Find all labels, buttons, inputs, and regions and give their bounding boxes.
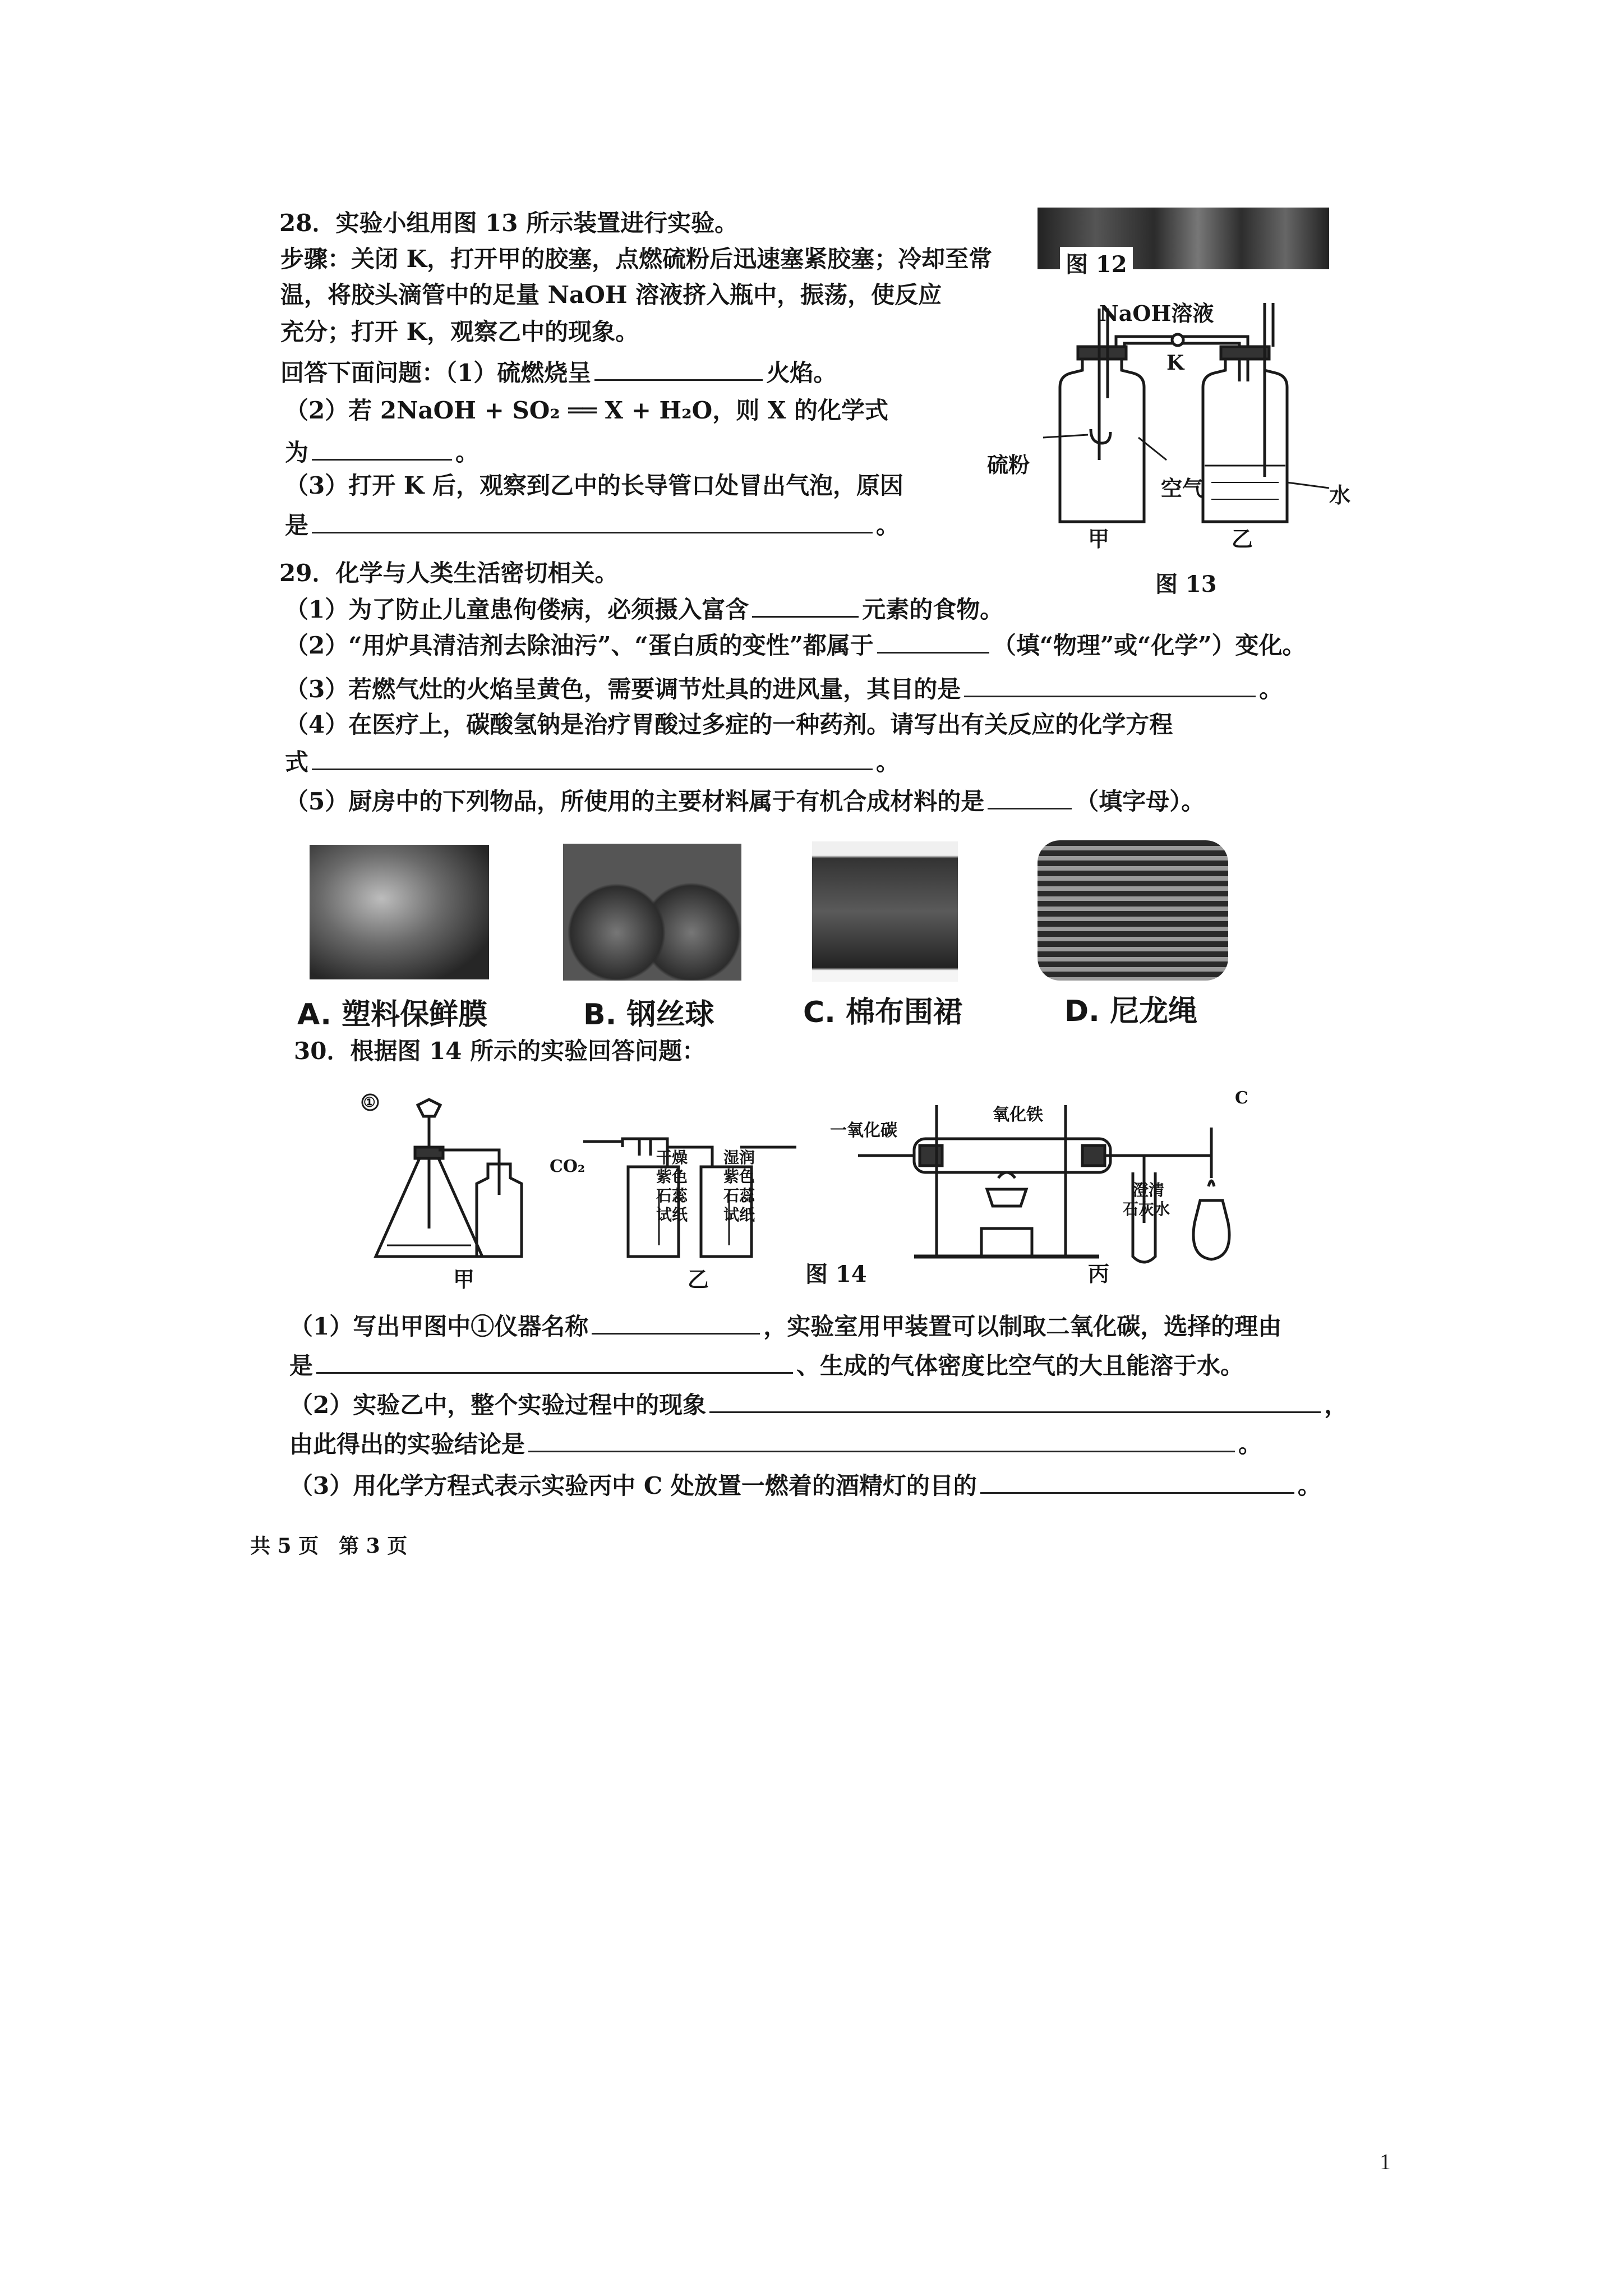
option-c-label: C. 棉布围裙 xyxy=(803,996,963,1029)
option-b-steel-wool-image xyxy=(563,844,741,981)
q30-sub3-text: （3）用化学方程式表示实验丙中 C 处放置一燃着的酒精灯的目的 xyxy=(289,1472,977,1499)
option-b-label: B. 钢丝球 xyxy=(583,998,714,1032)
figure-13-apparatus xyxy=(1026,297,1419,595)
q30-sub3-suffix: 。 xyxy=(1297,1472,1321,1499)
q29-sub5 xyxy=(285,785,1205,816)
q30-answer-blank-5[interactable] xyxy=(980,1470,1294,1494)
q28-title: 28．实验小组用图 13 所示装置进行实验。 xyxy=(279,209,739,237)
figure-13-caption: 图 13 xyxy=(1155,571,1217,597)
q30-answer-blank-1[interactable] xyxy=(592,1310,760,1335)
q29-sub4-suffix: 。 xyxy=(876,748,900,776)
q28-answer-blank-3[interactable] xyxy=(312,509,873,533)
q28-sub3 xyxy=(285,509,900,540)
q28-answer-blank-1[interactable] xyxy=(594,357,763,381)
q30-sub2b-text: 由此得出的实验结论是 xyxy=(289,1430,525,1458)
q29-sub1 xyxy=(285,593,1003,624)
q30-sub1-suffix: ，实验室用甲装置可以制取二氧化碳，选择的理由 xyxy=(763,1313,1282,1340)
page-number: 1 xyxy=(1380,2149,1391,2174)
q28-sub2 xyxy=(285,436,479,467)
q28-sub1 xyxy=(280,357,837,388)
figure-13-water-label: 水 xyxy=(1329,482,1351,508)
q29-answer-blank-5[interactable] xyxy=(988,785,1072,809)
q30-sub1b xyxy=(289,1350,1244,1381)
q29-sub1-text: （1）为了防止儿童患佝偻病，必须摄入富含 xyxy=(285,596,749,623)
q28-sub3-line: （3）打开 K 后，观察到乙中的长导管口处冒出气泡，原因 xyxy=(285,472,903,499)
page-footer: 共 5 页 第 3 页 xyxy=(250,1534,408,1558)
figure-13-jia-label: 甲 xyxy=(1088,526,1110,551)
figure-14-iron-oxide-label: 氧化铁 xyxy=(993,1105,1043,1125)
figure-14-dry-paper: 试纸 xyxy=(656,1205,688,1224)
q30-answer-blank-4[interactable] xyxy=(528,1428,1235,1452)
option-d-label: D. 尼龙绳 xyxy=(1064,995,1198,1028)
q29-sub4 xyxy=(285,746,900,777)
q28-sub3-suffix: 。 xyxy=(876,512,900,539)
q30-answer-blank-2[interactable] xyxy=(316,1350,793,1374)
q30-sub3 xyxy=(289,1470,1321,1501)
q30-answer-blank-3[interactable] xyxy=(709,1389,1321,1413)
q29-sub1-suffix: 元素的食物。 xyxy=(862,596,1004,623)
q30-sub2-suffix: ， xyxy=(1324,1391,1348,1419)
q29-sub4-prefix: 式 xyxy=(285,748,309,776)
q28-answer-blank-2[interactable] xyxy=(312,436,452,461)
figure-14-limewater-label-2: 石灰水 xyxy=(1123,1200,1170,1218)
q30-sub1 xyxy=(289,1310,1281,1341)
q30-sub1b-prefix: 是 xyxy=(289,1352,313,1379)
figure-14-yi-label: 乙 xyxy=(688,1267,709,1292)
q28-sub2-prefix: 为 xyxy=(285,439,309,466)
option-c-cotton-apron-image xyxy=(812,841,958,982)
figure-14-wet-label: 湿润 xyxy=(723,1148,755,1167)
figure-14-wet-purple: 紫色 xyxy=(723,1167,755,1186)
figure-14-wet-paper: 试纸 xyxy=(723,1205,755,1224)
figure-13-yi-label: 乙 xyxy=(1232,526,1253,551)
q28-sub1-text: 回答下面问题：（1）硫燃烧呈 xyxy=(280,359,592,386)
q29-sub3-text: （3）若燃气灶的火焰呈黄色，需要调节灶具的进风量，其目的是 xyxy=(285,675,961,703)
q30-sub1b-suffix: 、生成的气体密度比空气的大且能溶于水。 xyxy=(796,1352,1244,1379)
figure-14-jia-label: 甲 xyxy=(453,1267,475,1292)
q28-sub2-line: （2）若 2NaOH + SO₂ ══ X + H₂O，则 X 的化学式 xyxy=(285,397,889,424)
q29-answer-blank-3[interactable] xyxy=(964,673,1256,697)
q29-answer-blank-2[interactable] xyxy=(877,629,989,654)
q29-sub5-suffix: （填字母）。 xyxy=(1075,788,1205,815)
q30-sub2-text: （2）实验乙中，整个实验过程中的现象 xyxy=(289,1391,707,1419)
q29-answer-blank-4[interactable] xyxy=(312,746,873,770)
figure-12-caption: 图 12 xyxy=(1060,247,1133,279)
figure-13-naoh-label: NaOH溶液 xyxy=(1099,301,1214,326)
figure-14-co2-label: CO₂ xyxy=(550,1157,585,1176)
figure-14-limewater-label-1: 澄清 xyxy=(1133,1181,1165,1199)
q29-sub2 xyxy=(285,629,1306,660)
figure-13-air-label: 空气 xyxy=(1161,476,1204,501)
q30-sub2b-suffix: 。 xyxy=(1238,1430,1262,1458)
q30-sub2b xyxy=(289,1428,1262,1459)
q29-title: 29．化学与人类生活密切相关。 xyxy=(279,559,619,587)
q28-sub3-prefix: 是 xyxy=(285,512,309,539)
q29-sub4-line: （4）在医疗上，碳酸氢钠是治疗胃酸过多症的一种药剂。请写出有关反应的化学方程 xyxy=(285,711,1173,738)
figure-14-wet-litmus: 石蕊 xyxy=(723,1186,755,1205)
q29-sub3-suffix: 。 xyxy=(1259,675,1283,703)
figure-14-bing-label: 丙 xyxy=(1088,1261,1110,1286)
option-a-plastic-wrap-image xyxy=(310,845,489,979)
q28-sub1-suffix: 火焰。 xyxy=(766,359,837,386)
figure-14-dry-purple: 紫色 xyxy=(656,1167,688,1186)
figure-13-sulfur-label: 硫粉 xyxy=(987,452,1030,477)
q28-sub2-suffix: 。 xyxy=(455,439,479,466)
q29-sub2-text: （2）“用炉具清洁剂去除油污”、“蛋白质的变性”都属于 xyxy=(285,632,874,659)
q29-sub2-suffix: （填“物理”或“化学”）变化。 xyxy=(992,632,1306,659)
figure-14-co-label: 一氧化碳 xyxy=(830,1121,897,1140)
option-a-label: A. 塑料保鲜膜 xyxy=(297,998,488,1032)
figure-14-dry-litmus: 石蕊 xyxy=(656,1186,688,1205)
figure-14-caption: 图 14 xyxy=(805,1261,867,1287)
q28-step-line-3: 充分；打开 K，观察乙中的现象。 xyxy=(280,318,639,346)
figure-14-dry-label: 干燥 xyxy=(656,1148,688,1167)
q30-sub2 xyxy=(289,1389,1348,1420)
q29-sub3 xyxy=(285,673,1283,704)
figure-14-point-c-label: C xyxy=(1235,1088,1248,1108)
figure-14-circle-one: ① xyxy=(363,1094,376,1110)
q28-step-line-2: 温，将胶头滴管中的足量 NaOH 溶液挤入瓶中，振荡，使反应 xyxy=(280,281,942,309)
q29-sub5-text: （5）厨房中的下列物品，所使用的主要材料属于有机合成材料的是 xyxy=(285,788,985,815)
q28-step-line-1: 步骤：关闭 K，打开甲的胶塞，点燃硫粉后迅速塞紧胶塞；冷却至常 xyxy=(280,245,993,273)
option-d-nylon-rope-image xyxy=(1038,840,1228,981)
q30-title: 30．根据图 14 所示的实验回答问题： xyxy=(294,1037,706,1065)
q29-answer-blank-1[interactable] xyxy=(752,593,859,618)
figure-13-valve-k-label: K xyxy=(1166,351,1184,375)
q30-sub1-text: （1）写出甲图中①仪器名称 xyxy=(289,1313,589,1340)
